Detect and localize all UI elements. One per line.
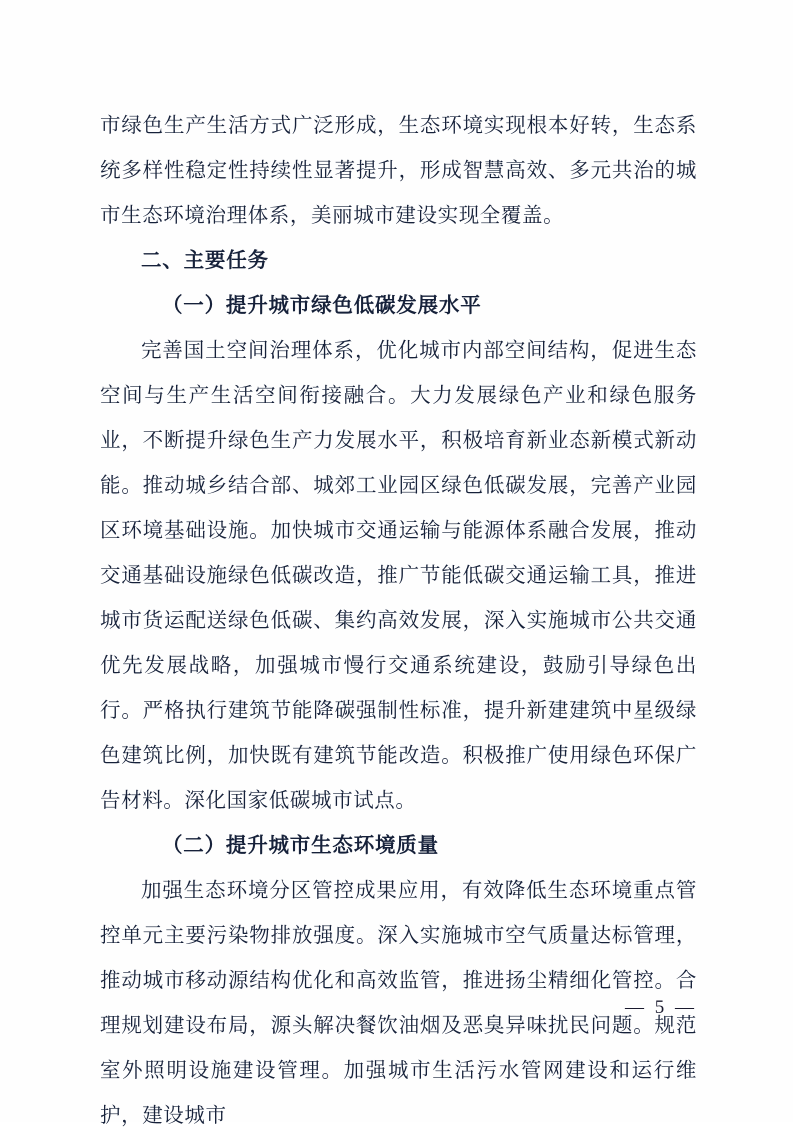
paragraph-eco-quality: 加强生态环境分区管控成果应用，有效降低生态环境重点管控单元主要污染物排放强度。深入实施城市空气质量达标管理，推动城市移动源结构优化和高效监管，推进扬尘精细化管控。合理规划建设布局，源头解决餐饮油烟及恶臭异味扰民问题。规范室外照明设施建设管理。加强城市生活污水管网建设和运行维护，建设城市 (100, 880, 697, 1127)
document-body (100, 104, 697, 1139)
paragraph-continued: 市绿色生产生活方式广泛形成，生态环境实现根本好转，生态系统多样性稳定性持续性显著提升，形成智慧高效、多元共治的城市生态环境治理体系，美丽城市建设实现全覆盖。 (100, 115, 697, 227)
page-number: — 5 — (625, 997, 697, 1018)
subsection-heading-green-low-carbon: （一）提升城市绿色低碳发展水平 (162, 295, 482, 317)
paragraph-green-low-carbon: 完善国土空间治理体系，优化城市内部空间结构，促进生态空间与生产生活空间衔接融合。大力发展绿色产业和绿色服务业，不断提升绿色生产力发展水平，积极培育新业态新模式新动能。推动城乡结合部、城郊工业园区绿色低碳发展，完善产业园区环境基础设施。加快城市交通运输与能源体系融合发展，推动交通基础设施绿色低碳改造，推广节能低碳交通运输工具，推进城市货运配送绿色低碳、集约高效发展，深入实施城市公共交通优先发展战略，加强城市慢行交通系统建设，鼓励引导绿色出行。严格执行建筑节能降碳强制性标准，提升新建建筑中星级绿色建筑比例，加快既有建筑节能改造。积极推广使用绿色环保广告材料。深化国家低碳城市试点。 (100, 340, 697, 812)
section-heading-main-tasks: 二、主要任务 (141, 250, 269, 272)
subsection-heading-eco-quality: （二）提升城市生态环境质量 (162, 835, 439, 857)
